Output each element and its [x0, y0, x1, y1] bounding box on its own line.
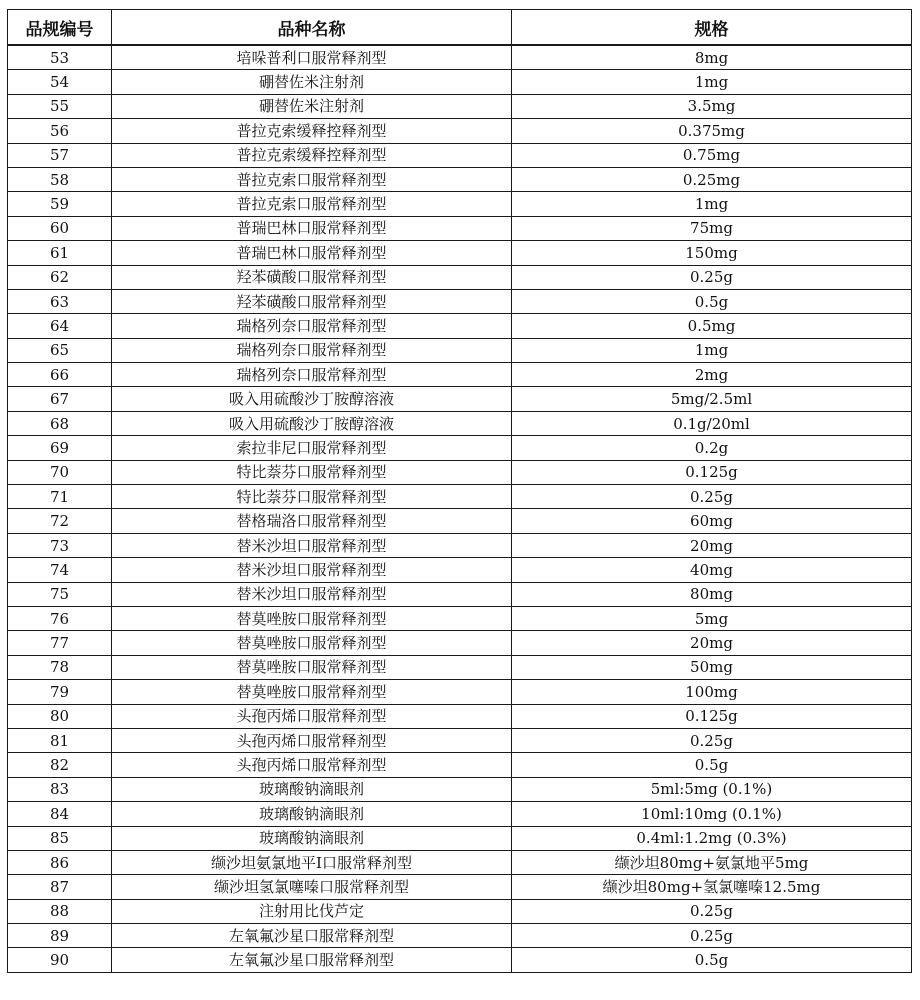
table-row: [8, 948, 912, 972]
cell-specification: 0.2g: [512, 436, 912, 460]
cell-specification: 20mg: [512, 631, 912, 655]
table-row: [8, 802, 912, 826]
cell-variety-name: 瑞格列奈口服常释剂型: [112, 363, 512, 387]
cell-specification: 3.5mg: [512, 94, 912, 118]
cell-spec-number: 64: [8, 314, 112, 338]
cell-variety-name: 培哚普利口服常释剂型: [112, 45, 512, 70]
cell-spec-number: 83: [8, 777, 112, 801]
cell-specification: 20mg: [512, 533, 912, 557]
cell-specification: 50mg: [512, 655, 912, 679]
cell-spec-number: 82: [8, 753, 112, 777]
cell-variety-name: 吸入用硫酸沙丁胺醇溶液: [112, 411, 512, 435]
cell-specification: 0.375mg: [512, 119, 912, 143]
cell-specification: 75mg: [512, 216, 912, 240]
cell-variety-name: 普拉克索缓释控释剂型: [112, 143, 512, 167]
cell-spec-number: 89: [8, 924, 112, 948]
table-row: [8, 753, 912, 777]
cell-variety-name: 缬沙坦氨氯地平Ⅰ口服常释剂型: [112, 850, 512, 874]
cell-variety-name: 玻璃酸钠滴眼剂: [112, 802, 512, 826]
cell-specification: 5mg/2.5ml: [512, 387, 912, 411]
cell-spec-number: 62: [8, 265, 112, 289]
cell-variety-name: 普拉克索口服常释剂型: [112, 192, 512, 216]
cell-variety-name: 瑞格列奈口服常释剂型: [112, 314, 512, 338]
cell-variety-name: 索拉非尼口服常释剂型: [112, 436, 512, 460]
table-row: [8, 485, 912, 509]
cell-variety-name: 替莫唑胺口服常释剂型: [112, 680, 512, 704]
cell-specification: 40mg: [512, 558, 912, 582]
table-row: [8, 704, 912, 728]
cell-spec-number: 90: [8, 948, 112, 972]
cell-specification: 2mg: [512, 363, 912, 387]
cell-variety-name: 头孢丙烯口服常释剂型: [112, 704, 512, 728]
cell-spec-number: 77: [8, 631, 112, 655]
cell-spec-number: 70: [8, 460, 112, 484]
table-row: [8, 436, 912, 460]
table-row: [8, 192, 912, 216]
cell-variety-name: 替格瑞洛口服常释剂型: [112, 509, 512, 533]
cell-variety-name: 普瑞巴林口服常释剂型: [112, 241, 512, 265]
cell-specification: 0.5mg: [512, 314, 912, 338]
cell-variety-name: 玻璃酸钠滴眼剂: [112, 826, 512, 850]
cell-specification: 缬沙坦80mg+氢氯噻嗪12.5mg: [512, 875, 912, 899]
cell-specification: 0.25g: [512, 728, 912, 752]
table-body: [8, 45, 912, 972]
header-spec-number: 品规编号: [8, 10, 112, 46]
cell-variety-name: 左氧氟沙星口服常释剂型: [112, 924, 512, 948]
table-row: [8, 680, 912, 704]
cell-variety-name: 羟苯磺酸口服常释剂型: [112, 289, 512, 313]
cell-variety-name: 普拉克索口服常释剂型: [112, 167, 512, 191]
cell-variety-name: 替米沙坦口服常释剂型: [112, 533, 512, 557]
cell-variety-name: 硼替佐米注射剂: [112, 70, 512, 94]
cell-spec-number: 65: [8, 338, 112, 362]
table-row: [8, 728, 912, 752]
cell-variety-name: 替米沙坦口服常释剂型: [112, 582, 512, 606]
cell-variety-name: 头孢丙烯口服常释剂型: [112, 728, 512, 752]
cell-specification: 0.5g: [512, 289, 912, 313]
table-row: [8, 216, 912, 240]
cell-spec-number: 86: [8, 850, 112, 874]
drug-spec-table: [7, 9, 912, 973]
cell-variety-name: 瑞格列奈口服常释剂型: [112, 338, 512, 362]
cell-specification: 0.75mg: [512, 143, 912, 167]
cell-specification: 0.5g: [512, 753, 912, 777]
cell-specification: 80mg: [512, 582, 912, 606]
cell-specification: 0.25g: [512, 899, 912, 923]
header-variety-name: 品种名称: [112, 10, 512, 46]
table-row: [8, 411, 912, 435]
cell-specification: 5mg: [512, 606, 912, 630]
cell-spec-number: 74: [8, 558, 112, 582]
cell-specification: 150mg: [512, 241, 912, 265]
table-row: [8, 265, 912, 289]
cell-variety-name: 特比萘芬口服常释剂型: [112, 460, 512, 484]
cell-spec-number: 76: [8, 606, 112, 630]
cell-spec-number: 85: [8, 826, 112, 850]
cell-variety-name: 特比萘芬口服常释剂型: [112, 485, 512, 509]
cell-spec-number: 87: [8, 875, 112, 899]
table-row: [8, 558, 912, 582]
cell-spec-number: 78: [8, 655, 112, 679]
table-row: [8, 241, 912, 265]
cell-spec-number: 80: [8, 704, 112, 728]
table-row: [8, 533, 912, 557]
cell-variety-name: 羟苯磺酸口服常释剂型: [112, 265, 512, 289]
cell-variety-name: 替米沙坦口服常释剂型: [112, 558, 512, 582]
cell-specification: 0.125g: [512, 704, 912, 728]
cell-spec-number: 71: [8, 485, 112, 509]
cell-specification: 60mg: [512, 509, 912, 533]
cell-spec-number: 84: [8, 802, 112, 826]
cell-specification: 1mg: [512, 338, 912, 362]
cell-specification: 0.5g: [512, 948, 912, 972]
table-row: [8, 582, 912, 606]
cell-spec-number: 66: [8, 363, 112, 387]
cell-variety-name: 硼替佐米注射剂: [112, 94, 512, 118]
table-row: [8, 777, 912, 801]
cell-specification: 缬沙坦80mg+氨氯地平5mg: [512, 850, 912, 874]
cell-variety-name: 替莫唑胺口服常释剂型: [112, 606, 512, 630]
cell-variety-name: 左氧氟沙星口服常释剂型: [112, 948, 512, 972]
cell-variety-name: 普瑞巴林口服常释剂型: [112, 216, 512, 240]
cell-spec-number: 68: [8, 411, 112, 435]
header-specification: 规格: [512, 10, 912, 46]
cell-spec-number: 63: [8, 289, 112, 313]
table-row: [8, 875, 912, 899]
cell-spec-number: 67: [8, 387, 112, 411]
cell-specification: 0.25mg: [512, 167, 912, 191]
cell-variety-name: 替莫唑胺口服常释剂型: [112, 655, 512, 679]
cell-spec-number: 75: [8, 582, 112, 606]
cell-specification: 1mg: [512, 192, 912, 216]
cell-specification: 100mg: [512, 680, 912, 704]
table-row: [8, 850, 912, 874]
table-row: [8, 509, 912, 533]
table-row: [8, 70, 912, 94]
cell-spec-number: 69: [8, 436, 112, 460]
cell-spec-number: 88: [8, 899, 112, 923]
cell-spec-number: 57: [8, 143, 112, 167]
table-row: [8, 460, 912, 484]
cell-specification: 0.25g: [512, 485, 912, 509]
table-header-row: [8, 10, 912, 46]
table-row: [8, 631, 912, 655]
cell-variety-name: 头孢丙烯口服常释剂型: [112, 753, 512, 777]
cell-spec-number: 79: [8, 680, 112, 704]
table-row: [8, 338, 912, 362]
cell-variety-name: 替莫唑胺口服常释剂型: [112, 631, 512, 655]
table-row: [8, 143, 912, 167]
cell-variety-name: 缬沙坦氢氯噻嗪口服常释剂型: [112, 875, 512, 899]
cell-specification: 5ml:5mg (0.1%): [512, 777, 912, 801]
table-row: [8, 899, 912, 923]
table-row: [8, 45, 912, 70]
cell-variety-name: 玻璃酸钠滴眼剂: [112, 777, 512, 801]
cell-specification: 0.4ml:1.2mg (0.3%): [512, 826, 912, 850]
table-row: [8, 119, 912, 143]
table-row: [8, 606, 912, 630]
cell-specification: 0.1g/20ml: [512, 411, 912, 435]
cell-spec-number: 56: [8, 119, 112, 143]
cell-spec-number: 81: [8, 728, 112, 752]
table-row: [8, 289, 912, 313]
drug-spec-table-container: [7, 9, 911, 973]
cell-variety-name: 普拉克索缓释控释剂型: [112, 119, 512, 143]
cell-spec-number: 72: [8, 509, 112, 533]
cell-variety-name: 注射用比伐芦定: [112, 899, 512, 923]
cell-spec-number: 58: [8, 167, 112, 191]
cell-spec-number: 61: [8, 241, 112, 265]
table-row: [8, 826, 912, 850]
cell-spec-number: 54: [8, 70, 112, 94]
table-row: [8, 94, 912, 118]
cell-variety-name: 吸入用硫酸沙丁胺醇溶液: [112, 387, 512, 411]
table-row: [8, 167, 912, 191]
table-row: [8, 314, 912, 338]
table-row: [8, 387, 912, 411]
table-row: [8, 363, 912, 387]
cell-spec-number: 53: [8, 45, 112, 70]
cell-specification: 0.125g: [512, 460, 912, 484]
cell-specification: 8mg: [512, 45, 912, 70]
cell-specification: 0.25g: [512, 924, 912, 948]
cell-specification: 1mg: [512, 70, 912, 94]
cell-spec-number: 55: [8, 94, 112, 118]
table-row: [8, 655, 912, 679]
cell-spec-number: 59: [8, 192, 112, 216]
table-row: [8, 924, 912, 948]
cell-specification: 0.25g: [512, 265, 912, 289]
cell-spec-number: 73: [8, 533, 112, 557]
cell-spec-number: 60: [8, 216, 112, 240]
cell-specification: 10ml:10mg (0.1%): [512, 802, 912, 826]
